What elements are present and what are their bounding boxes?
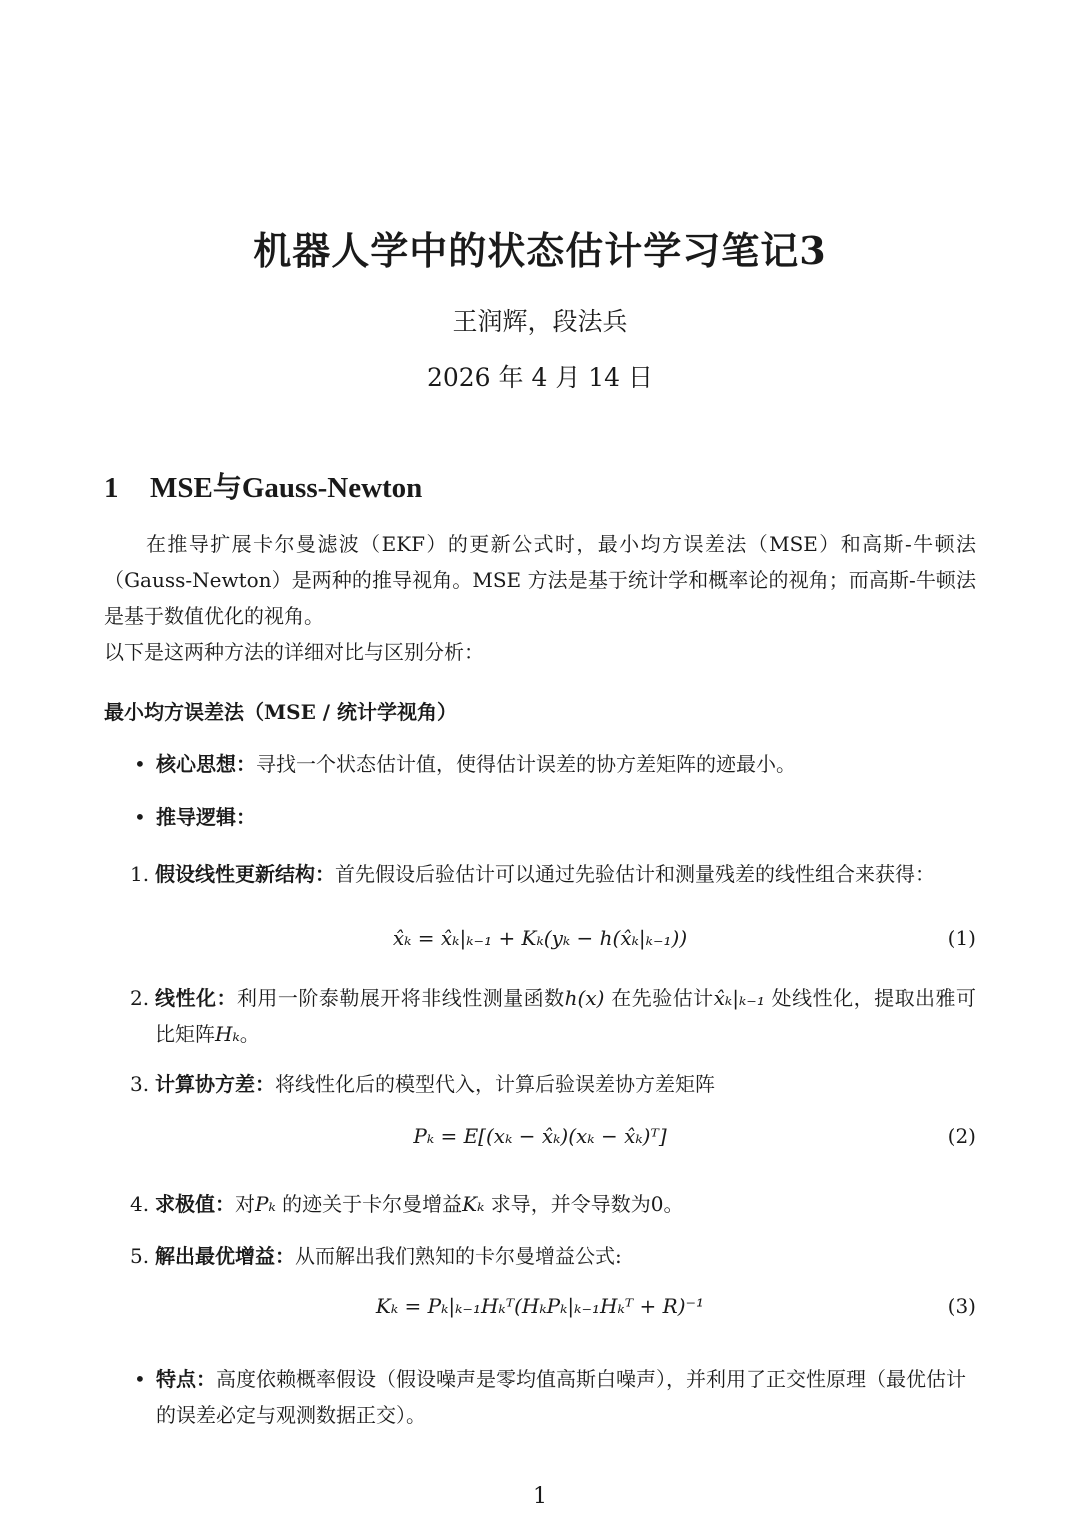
inline-math: x̂ₖ|ₖ₋₁ bbox=[713, 986, 765, 1010]
list-item-number: 3. bbox=[130, 1072, 150, 1096]
intro-paragraph-2: 以下是这两种方法的详细对比与区别分析： bbox=[104, 640, 484, 664]
list-item-text: 的迹关于卡尔曼增益 bbox=[275, 1192, 463, 1216]
bullet-label: 核心思想： bbox=[156, 752, 256, 776]
equation-1 bbox=[104, 926, 976, 962]
list-item-text: 首先假设后验估计可以通过先验估计和测量残差的线性组合来获得： bbox=[335, 862, 935, 886]
list-item-text: 处线性化，提取出雅可比矩阵 bbox=[155, 986, 977, 1046]
equation-label: (2) bbox=[947, 1124, 976, 1148]
equation-2 bbox=[104, 1124, 976, 1160]
list-item-text: 求导，并令导数为0。 bbox=[484, 1192, 684, 1216]
inline-math: Hₖ bbox=[215, 1022, 240, 1046]
page-number: 1 bbox=[533, 1484, 547, 1509]
list-item-label: 解出最优增益： bbox=[155, 1244, 295, 1268]
list-item-text: 在先验估计 bbox=[604, 986, 714, 1010]
inline-math: Pₖ bbox=[255, 1192, 276, 1216]
bullet-text: 高度依赖概率假设（假设噪声是零均值高斯白噪声），并利用了正交性原理（最优估计的误差必定与观测数据正交）。 bbox=[156, 1367, 966, 1427]
bullet-icon: • bbox=[134, 805, 146, 829]
section-number: 1 bbox=[104, 472, 119, 504]
subsection-heading: 最小均方误差法（MSE / 统计学视角） bbox=[104, 700, 458, 724]
list-item-number: 4. bbox=[130, 1192, 150, 1216]
bullet-text: 寻找一个状态估计值，使得估计误差的协方差矩阵的迹最小。 bbox=[256, 752, 796, 776]
list-item-text: 。 bbox=[239, 1022, 260, 1046]
list-item-number: 5. bbox=[130, 1244, 150, 1268]
list-item-text: 从而解出我们熟知的卡尔曼增益公式: bbox=[295, 1244, 622, 1268]
document-date: 2026 年 4 月 14 日 bbox=[426, 363, 654, 392]
list-item-text: 利用一阶泰勒展开将非线性测量函数 bbox=[236, 986, 565, 1010]
list-item-text: 将线性化后的模型代入，计算后验误差协方差矩阵 bbox=[275, 1072, 715, 1096]
list-item-number: 1. bbox=[130, 862, 150, 886]
equation-3 bbox=[104, 1294, 976, 1330]
list-item-text: 对 bbox=[235, 1192, 255, 1216]
list-item-label: 线性化： bbox=[155, 986, 237, 1010]
document-title: 机器人学中的状态估计学习笔记3 bbox=[253, 228, 827, 273]
equation-body: x̂ₖ = x̂ₖ|ₖ₋₁ + Kₖ(yₖ − h(x̂ₖ|ₖ₋₁)) bbox=[392, 926, 688, 950]
equation-label: (1) bbox=[947, 926, 976, 950]
bullet-icon: • bbox=[134, 1367, 146, 1391]
list-item-label: 计算协方差： bbox=[155, 1072, 275, 1096]
equation-body: Kₖ = Pₖ|ₖ₋₁Hₖᵀ(HₖPₖ|ₖ₋₁Hₖᵀ + R)⁻¹ bbox=[375, 1294, 705, 1318]
bullet-label: 特点： bbox=[156, 1367, 216, 1391]
section-heading bbox=[104, 465, 422, 506]
list-item-label: 求极值： bbox=[155, 1192, 235, 1216]
section-title: MSE与Gauss-Newton bbox=[150, 472, 423, 504]
equation-label: (3) bbox=[947, 1294, 976, 1318]
list-item-number: 2. bbox=[130, 986, 150, 1010]
list-item-label: 假设线性更新结构： bbox=[155, 862, 335, 886]
document-authors: 王润辉，段法兵 bbox=[452, 307, 628, 336]
intro-paragraph: 在推导扩展卡尔曼滤波（EKF）的更新公式时，最小均方误差法（MSE）和高斯-牛顿法（Gauss-Newton）是两种的推导视角。MSE 方法是基于统计学和概率论的视角；而高斯-牛顿法是基于数值优化的视角。 bbox=[104, 532, 976, 628]
equation-body: Pₖ = E[(xₖ − x̂ₖ)(xₖ − x̂ₖ)ᵀ] bbox=[413, 1124, 667, 1148]
bullet-icon: • bbox=[134, 752, 146, 776]
bullet-label: 推导逻辑： bbox=[156, 805, 256, 829]
inline-math: h(x) bbox=[564, 986, 605, 1010]
inline-math: Kₖ bbox=[462, 1192, 485, 1216]
